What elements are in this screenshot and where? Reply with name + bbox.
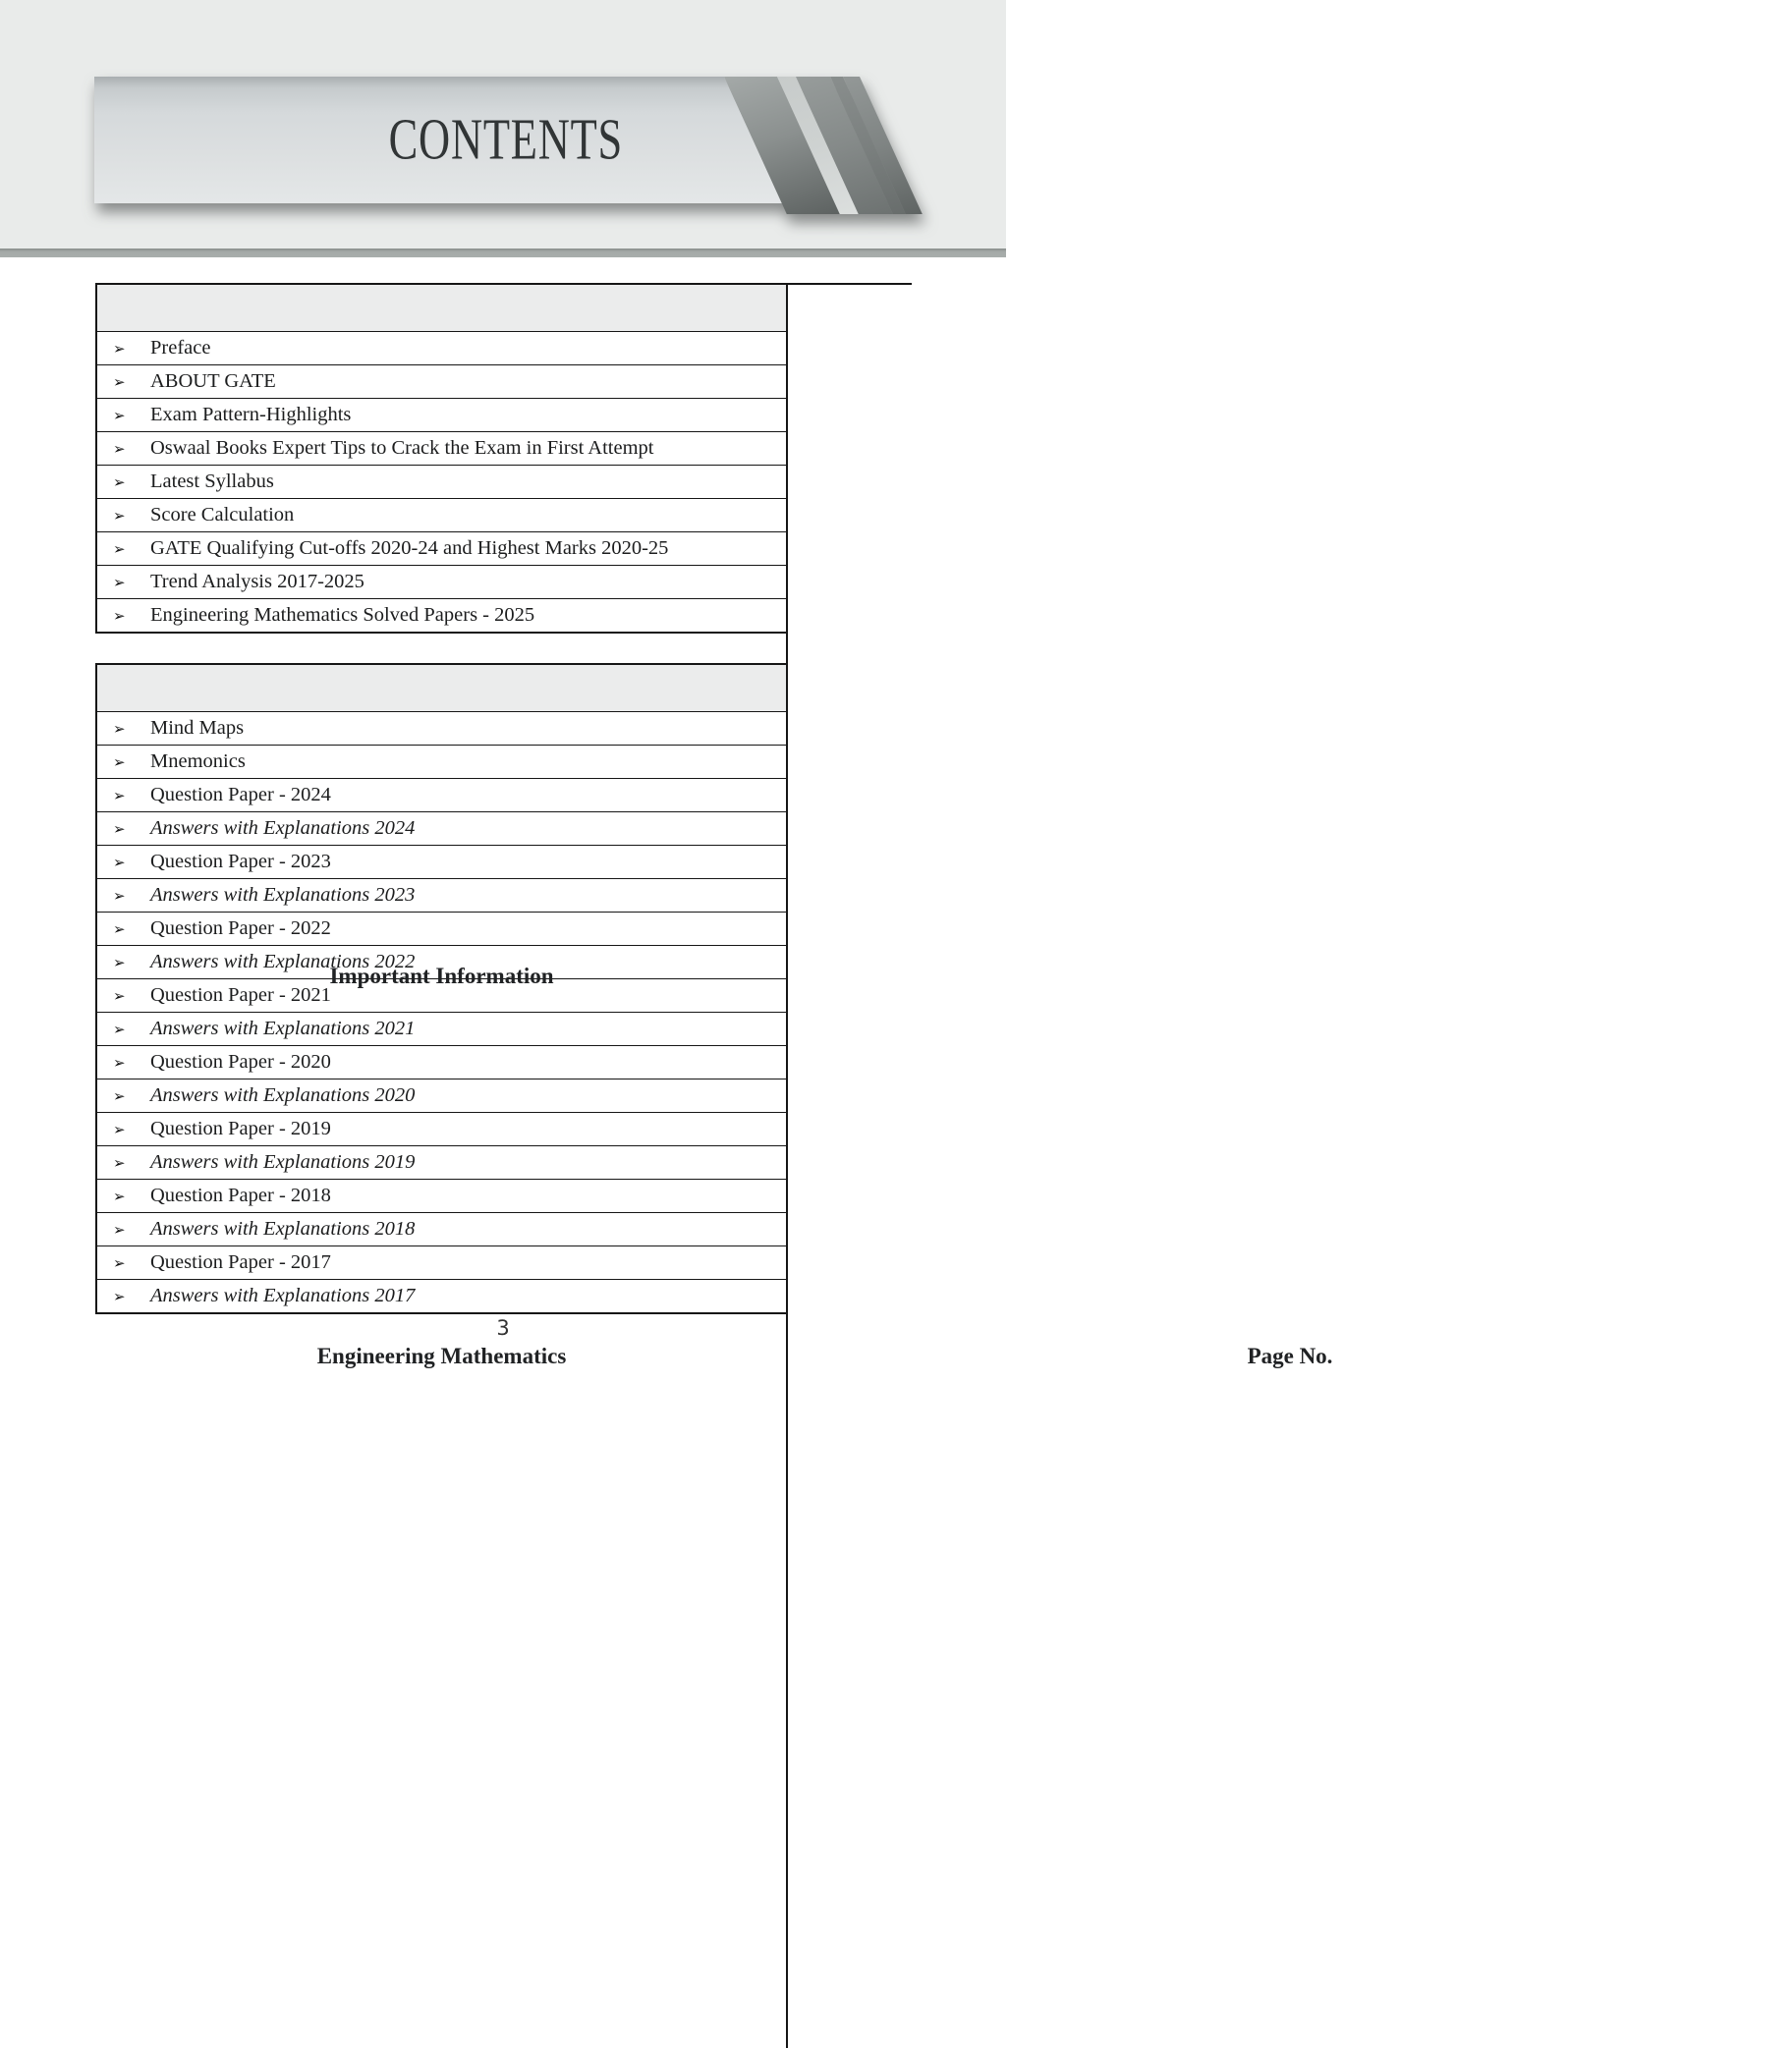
folio-page-number: 3 (496, 1316, 510, 1340)
toc-entry-cell (97, 1046, 786, 1079)
toc-entry-title: Mind Maps (150, 717, 245, 739)
toc-entry-cell (97, 1013, 786, 1045)
toc-entry-cell (97, 1213, 786, 1245)
arrow-bullet-icon: ➢ (113, 919, 126, 938)
arrow-bullet-icon: ➢ (113, 953, 126, 971)
arrow-bullet-icon: ➢ (113, 573, 126, 591)
arrow-bullet-icon: ➢ (113, 472, 126, 491)
toc-entry-cell (97, 332, 786, 364)
arrow-bullet-icon: ➢ (113, 1253, 126, 1272)
toc-entry-cell (97, 1180, 786, 1212)
arrow-bullet-icon: ➢ (113, 439, 126, 458)
toc-entry-title: Answers with Explanations 2019 (150, 1151, 416, 1173)
arrow-bullet-icon: ➢ (113, 406, 126, 424)
arrow-bullet-icon: ➢ (113, 986, 126, 1005)
toc-entry-title: Preface (150, 337, 211, 359)
horizontal-divider-bar (0, 249, 1006, 257)
toc-entry-title: Question Paper - 2023 (150, 851, 331, 872)
engineering-mathematics-table (95, 663, 1333, 1368)
arrow-bullet-icon: ➢ (113, 539, 126, 558)
arrow-bullet-icon: ➢ (113, 819, 126, 838)
table-header-page-no: Page No. (786, 665, 1792, 2048)
arrow-bullet-icon: ➢ (113, 1086, 126, 1105)
toc-entry-title: Question Paper - 2020 (150, 1051, 331, 1073)
arrow-bullet-icon: ➢ (113, 1187, 126, 1205)
arrow-bullet-icon: ➢ (113, 506, 126, 525)
toc-entry-title: Question Paper - 2018 (150, 1185, 331, 1206)
toc-entry-cell (97, 846, 786, 878)
table-header-section-title: Important Information (329, 964, 554, 988)
toc-entry-title: Answers with Explanations 2020 (150, 1084, 416, 1106)
arrow-bullet-icon: ➢ (113, 786, 126, 804)
arrow-bullet-icon: ➢ (113, 1120, 126, 1138)
arrow-bullet-icon: ➢ (113, 1020, 126, 1038)
table-of-contents (95, 283, 1333, 1368)
page-title-text: CONTENTS (388, 107, 624, 173)
toc-entry-title: Answers with Explanations 2021 (150, 1018, 416, 1039)
toc-entry-cell (97, 432, 786, 465)
arrow-bullet-icon: ➢ (113, 752, 126, 771)
toc-entry-cell (97, 946, 786, 978)
toc-entry-title: Exam Pattern-Highlights (150, 404, 352, 425)
toc-entry-cell (97, 712, 786, 745)
contents-banner (94, 77, 922, 219)
arrow-bullet-icon: ➢ (113, 886, 126, 905)
toc-entry-cell (97, 1113, 786, 1145)
toc-entry-title: Answers with Explanations 2023 (150, 884, 416, 906)
arrow-bullet-icon: ➢ (113, 372, 126, 391)
toc-entry-cell (97, 532, 786, 565)
toc-entry-title: Engineering Mathematics Solved Papers - 2025 (150, 604, 535, 626)
toc-entry-cell (97, 1280, 786, 1312)
toc-entry-title: Score Calculation (150, 504, 295, 526)
toc-entry-title: Question Paper - 2022 (150, 917, 331, 939)
toc-entry-cell (97, 466, 786, 498)
toc-entry-cell (97, 399, 786, 431)
arrow-bullet-icon: ➢ (113, 853, 126, 871)
toc-entry-cell (97, 879, 786, 912)
arrow-bullet-icon: ➢ (113, 1053, 126, 1072)
toc-entry-title: Question Paper - 2024 (150, 784, 331, 805)
arrow-bullet-icon: ➢ (113, 1220, 126, 1239)
toc-entry-cell (97, 599, 786, 632)
toc-entry-title: Answers with Explanations 2024 (150, 817, 416, 839)
toc-entry-cell (97, 779, 786, 811)
toc-entry-cell (97, 1146, 786, 1179)
toc-entry-cell (97, 1079, 786, 1112)
toc-entry-title: Latest Syllabus (150, 470, 274, 492)
toc-entry-cell (97, 812, 786, 845)
toc-entry-title: GATE Qualifying Cut-offs 2020-24 and Highest Marks 2020-25 (150, 537, 669, 559)
toc-entry-title: Answers with Explanations 2018 (150, 1218, 416, 1240)
arrow-bullet-icon: ➢ (113, 606, 126, 625)
toc-entry-cell (97, 365, 786, 398)
arrow-bullet-icon: ➢ (113, 719, 126, 738)
toc-entry-title: Answers with Explanations 2017 (150, 1285, 416, 1306)
toc-entry-title: Oswaal Books Expert Tips to Crack the Exam in First Attempt (150, 437, 654, 459)
toc-entry-title: Question Paper - 2021 (150, 984, 331, 1006)
toc-entry-title: Mnemonics (150, 750, 246, 772)
toc-entry-title: Answers with Explanations 2022 (150, 951, 416, 972)
table-header-section-title: Engineering Mathematics (316, 1344, 567, 1368)
toc-entry-cell (97, 746, 786, 778)
toc-entry-title: ABOUT GATE (150, 370, 276, 392)
page-title (94, 77, 918, 203)
toc-entry-cell (97, 979, 786, 1012)
toc-entry-cell (97, 499, 786, 531)
toc-entry-title: Trend Analysis 2017-2025 (150, 571, 364, 592)
toc-entry-cell (97, 913, 786, 945)
arrow-bullet-icon: ➢ (113, 339, 126, 358)
toc-entry-title: Question Paper - 2019 (150, 1118, 331, 1139)
toc-entry-title: Question Paper - 2017 (150, 1251, 331, 1273)
arrow-bullet-icon: ➢ (113, 1287, 126, 1305)
toc-entry-cell (97, 1246, 786, 1279)
arrow-bullet-icon: ➢ (113, 1153, 126, 1172)
toc-entry-cell (97, 566, 786, 598)
